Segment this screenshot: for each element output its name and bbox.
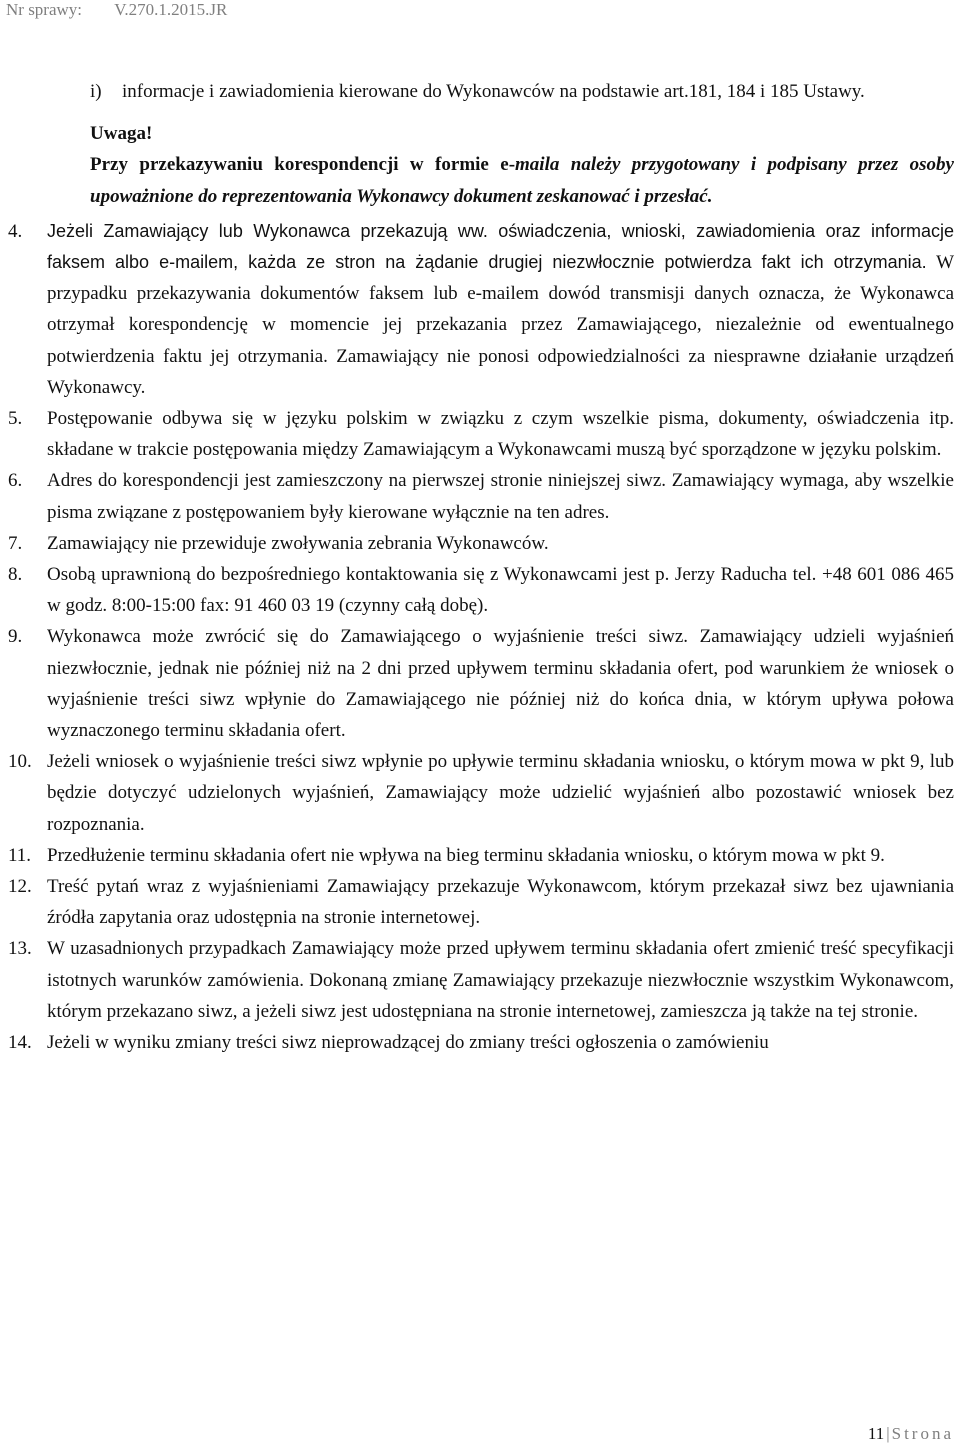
item-text: Adres do korespondencji jest zamieszczony na pierwszej stronie niniejszej siwz. Zamawiający wymaga, aby wszelkie pisma związane z postępowaniem były kierowane wyłącznie na ten adres. bbox=[47, 470, 954, 523]
list-item-6 bbox=[8, 465, 954, 527]
sub-item-number: i) bbox=[90, 81, 102, 102]
list-item-12 bbox=[8, 871, 954, 933]
item-text: Postępowanie odbywa się w języku polskim w związku z czym wszelkie pisma, dokumenty, oświadczenia itp. składane w trakcie postępowania między Zamawiającym a Wykonawcami muszą być sporządzone w języku polskim. bbox=[47, 408, 954, 461]
page-footer bbox=[868, 1424, 954, 1444]
item-text: W uzasadnionych przypadkach Zamawiający może przed upływem terminu składania ofert zmienić treść specyfikacji istotnych warunków zamówienia. Dokonaną zmianę Zamawiający przekazuje niezwłocznie wszystkim Wykonawcom, którym przekazano siwz, a jeżeli siwz jest udostępniana na stronie internetowej, zamieszcza ją także na tej stronie. bbox=[47, 938, 954, 1022]
item-number: 8. bbox=[8, 564, 23, 586]
item-text: Zamawiający nie przewiduje zwoływania zebrania Wykonawców. bbox=[47, 532, 549, 554]
page-number: 11 bbox=[867, 1424, 885, 1443]
item-text: Wykonawca może zwrócić się do Zamawiającego o wyjaśnienie treści siwz. Zamawiający udzieli wyjaśnień niezwłocznie, jednak nie później niż na 2 dni przed upływem terminu składania ofert, pod warunkiem że wniosek o wyjaśnienie treści siwz wpłynie do Zamawiającego nie później niż do końca dnia, w którym upływa połowa wyznaczonego terminu składania ofert. bbox=[47, 626, 954, 742]
item-number: 6. bbox=[8, 470, 23, 492]
list-item-10 bbox=[8, 746, 954, 840]
item-text: Jeżeli w wyniku zmiany treści siwz nieprowadzącej do zmiany treści ogłoszenia o zamówieniu bbox=[47, 1032, 769, 1054]
list-item-14 bbox=[8, 1027, 954, 1058]
sub-item-text: informacje i zawiadomienia kierowane do Wykonawców na podstawie art.181, 184 i 185 Ustawy. bbox=[122, 81, 865, 102]
document-body bbox=[8, 76, 954, 1058]
note-text-start: Przy przekazywaniu korespondencji w formie e- bbox=[90, 154, 516, 176]
item-text: W przypadku przekazywania dokumentów faksem lub e-mailem dowód transmisji danych oznacza, że Wykonawca otrzymał korespondencję w momencie jej przekazania przez Zamawiającego, niezależnie od ewentualnego potwierdzenia faktu jej otrzymania. Zamawiający nie ponosi odpowiedzialności za niesprawne działanie urządzeń Wykonawcy. bbox=[47, 252, 954, 398]
case-number-value: V.270.1.2015.JR bbox=[114, 0, 228, 19]
note-text-italic: maila należy przygotowany i podpisany przez osoby upoważnione do reprezentowania Wykonawcy dokument zeskanować i przesłać. bbox=[90, 154, 954, 207]
page-header bbox=[6, 0, 227, 22]
footer-separator: | bbox=[886, 1424, 890, 1443]
item-number: 7. bbox=[8, 532, 23, 554]
list-item-4 bbox=[8, 216, 954, 403]
list-item-11 bbox=[8, 840, 954, 871]
sub-item-i bbox=[8, 76, 954, 107]
list-item-8 bbox=[8, 559, 954, 621]
list-item-5 bbox=[8, 403, 954, 465]
list-item-7 bbox=[8, 528, 954, 559]
item-number: 13. bbox=[8, 938, 32, 960]
item-number: 4. bbox=[8, 220, 23, 242]
item-text: Treść pytań wraz z wyjaśnieniami Zamawiający przekazuje Wykonawcom, którym przekazał siwz bez ujawniania źródła zapytania oraz udostępnia na stronie internetowej. bbox=[47, 876, 954, 929]
item-text: Osobą uprawnioną do bezpośredniego kontaktowania się z Wykonawcami jest p. Jerzy Raducha tel. +48 601 086 465 w godz. 8:00-15:00 fax: 91 460 03 19 (czynny całą dobę). bbox=[47, 564, 954, 617]
list-item-9 bbox=[8, 621, 954, 746]
case-number-label: Nr sprawy: bbox=[6, 0, 83, 19]
item-number: 12. bbox=[8, 876, 32, 898]
item-text-sans: Jeżeli Zamawiający lub Wykonawca przekazują ww. oświadczenia, wnioski, zawiadomienia oraz informacje faksem albo e-mailem, każda ze stron na żądanie drugiej niezwłocznie potwierdza fakt ich otrzymania. bbox=[47, 220, 954, 273]
item-number: 14. bbox=[8, 1032, 32, 1054]
item-number: 10. bbox=[8, 751, 32, 773]
note-text bbox=[8, 149, 954, 211]
note-title: Uwaga! bbox=[90, 123, 153, 145]
item-text: Jeżeli wniosek o wyjaśnienie treści siwz wpłynie po upływie terminu składania wniosku, o którym mowa w pkt 9, lub będzie dotyczyć udzielonych wyjaśnień, Zamawiający może udzielić wyjaśnień albo pozostawić wniosek bez rozpoznania. bbox=[47, 751, 954, 835]
item-number: 11. bbox=[8, 844, 32, 866]
item-number: 5. bbox=[8, 408, 23, 430]
list-item-13 bbox=[8, 933, 954, 1027]
item-text: Przedłużenie terminu składania ofert nie wpływa na bieg terminu składania wniosku, o którym mowa w pkt 9. bbox=[47, 844, 885, 866]
item-number: 9. bbox=[8, 626, 23, 648]
page-label: Strona bbox=[891, 1424, 954, 1443]
